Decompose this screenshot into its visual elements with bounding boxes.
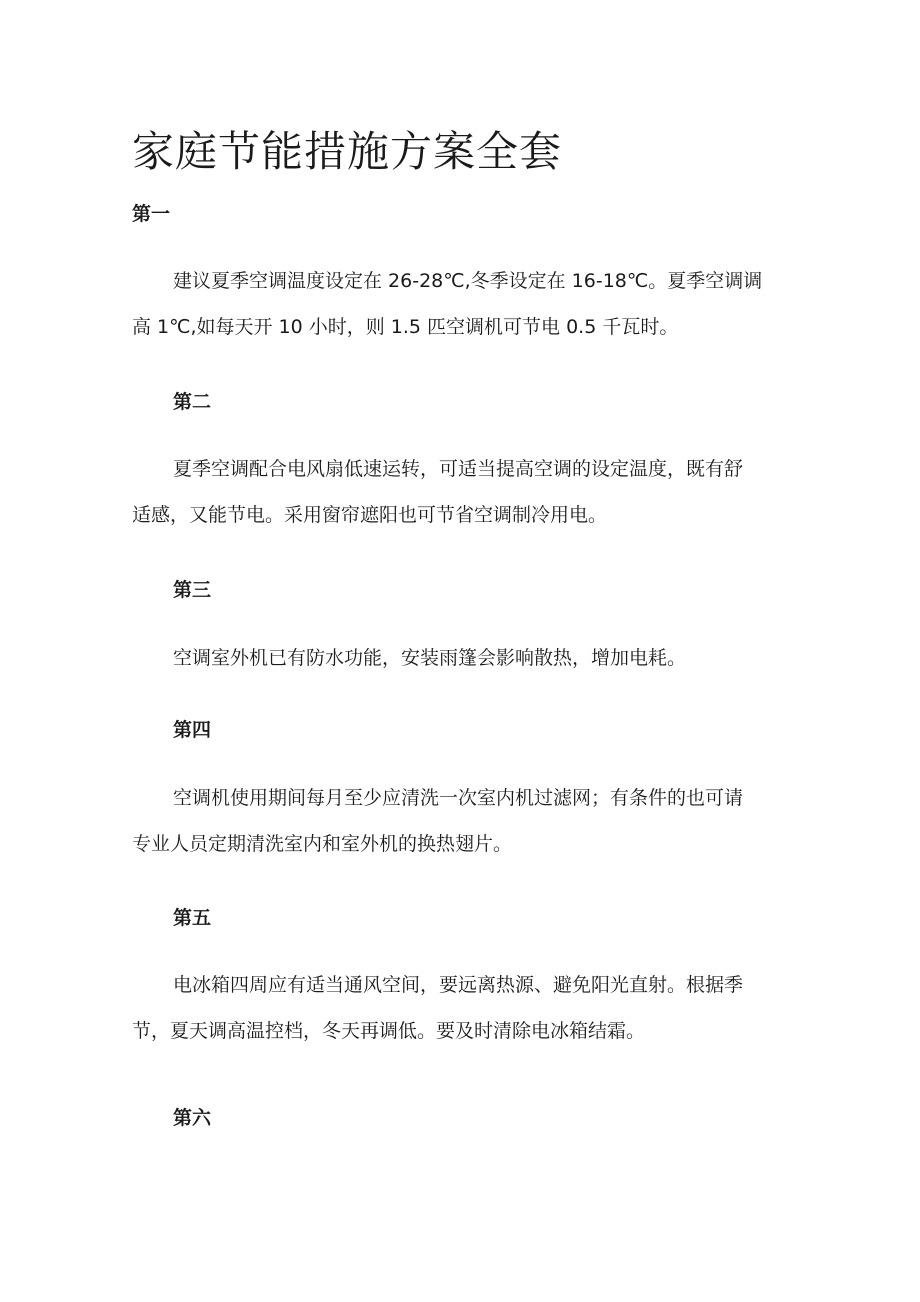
section-paragraph-2 <box>132 446 792 538</box>
document-title: 家庭节能措施方案全套 <box>132 127 563 176</box>
section-paragraph-3 <box>132 635 792 681</box>
section-heading-6: 第六 <box>173 1107 212 1129</box>
section-heading-3: 第三 <box>173 579 212 601</box>
paragraph-line: 电冰箱四周应有适当通风空间，要远离热源、避免阳光直射。根据季 <box>173 974 744 996</box>
paragraph-line: 高 1℃,如每天开 10 小时，则 1.5 匹空调机可节电 0.5 千瓦时。 <box>132 316 679 338</box>
paragraph-line: 空调室外机已有防水功能，安装雨篷会影响散热，增加电耗。 <box>173 647 687 669</box>
section-heading-2: 第二 <box>173 391 212 413</box>
paragraph-line: 适感，又能节电。采用窗帘遮阳也可节省空调制冷用电。 <box>132 504 608 526</box>
section-heading-5: 第五 <box>173 907 212 929</box>
paragraph-line: 建议夏季空调温度设定在 26-28℃,冬季设定在 16-18℃。夏季空调调 <box>173 270 763 292</box>
section-heading-4: 第四 <box>173 719 212 741</box>
section-paragraph-1 <box>132 258 792 350</box>
paragraph-line: 空调机使用期间每月至少应清洗一次室内机过滤网；有条件的也可请 <box>173 787 744 809</box>
paragraph-line: 专业人员定期清洗室内和室外机的换热翅片。 <box>132 833 513 855</box>
section-heading-1: 第一 <box>132 203 171 225</box>
paragraph-line: 夏季空调配合电风扇低速运转，可适当提高空调的设定温度，既有舒 <box>173 458 744 480</box>
section-paragraph-4 <box>132 775 792 867</box>
paragraph-line: 节，夏天调高温控档，冬天再调低。要及时清除电冰箱结霜。 <box>132 1020 646 1042</box>
section-paragraph-5 <box>132 962 792 1054</box>
